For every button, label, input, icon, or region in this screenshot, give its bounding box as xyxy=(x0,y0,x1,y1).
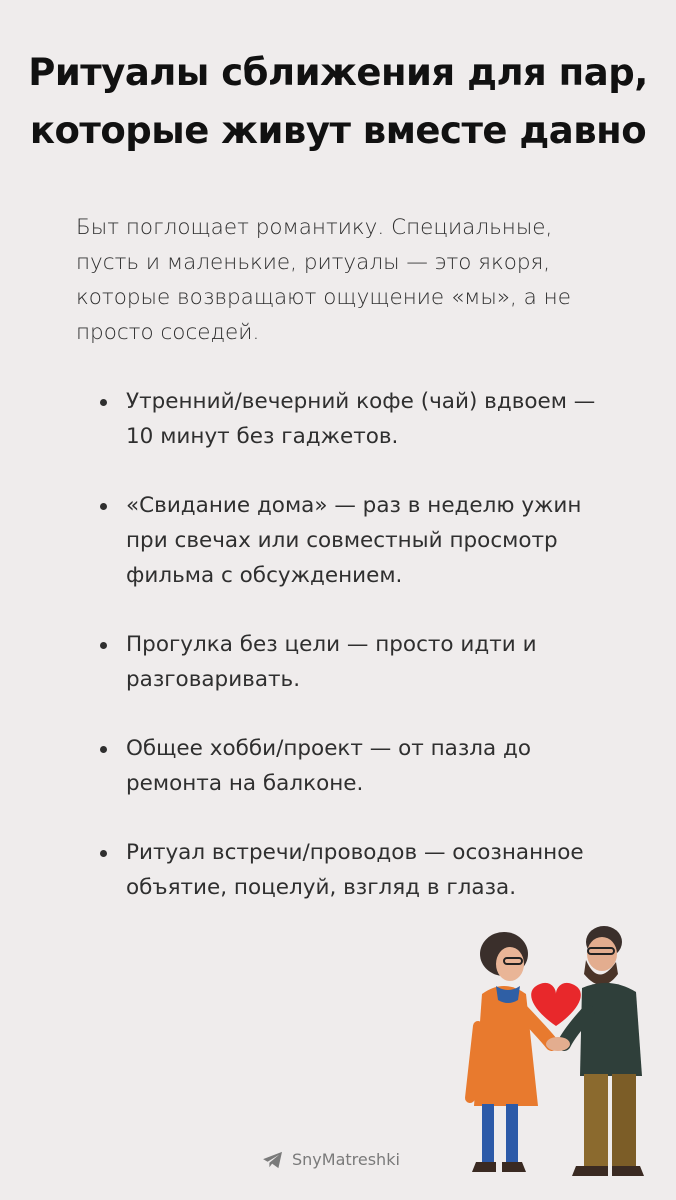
bullet-icon xyxy=(100,503,107,510)
title-line-2: которые живут вместе давно xyxy=(29,109,647,152)
list-item-text: Прогулка без цели — просто идти и разговаривать. xyxy=(126,632,537,692)
bullet-icon xyxy=(100,399,107,406)
man-figure xyxy=(564,926,644,1176)
list-item xyxy=(76,488,596,593)
bullet-icon xyxy=(100,746,107,753)
list-item xyxy=(76,384,596,454)
brand-name: SnyMatreshki xyxy=(292,1150,400,1169)
telegram-icon xyxy=(262,1151,284,1169)
title-line-1: Ритуалы сближения для пар, xyxy=(28,51,648,94)
page-title xyxy=(0,44,676,160)
list-item-text: Ритуал встречи/проводов — осознанное объятие, поцелуй, взгляд в глаза. xyxy=(126,840,584,900)
couple-illustration xyxy=(452,916,672,1196)
list-item-text: «Свидание дома» — раз в неделю ужин при свечах или совместный просмотр фильма с обсуждением. xyxy=(126,493,582,588)
bullet-icon xyxy=(100,850,107,857)
list-item-text: Утренний/вечерний кофе (чай) вдвоем — 10 минут без гаджетов. xyxy=(126,389,596,449)
list-item xyxy=(76,731,596,801)
list-item xyxy=(76,835,596,905)
intro-paragraph: Быт поглощает романтику. Специальные, пусть и маленькие, ритуалы — это якоря, которые возвращают ощущение «мы», а не просто соседей. xyxy=(76,215,571,345)
list-item xyxy=(76,627,596,697)
woman-figure xyxy=(470,932,552,1172)
brand-signature[interactable] xyxy=(262,1150,400,1169)
rituals-list xyxy=(76,384,596,939)
list-item-text: Общее хобби/проект — от пазла до ремонта на балконе. xyxy=(126,736,532,796)
bullet-icon xyxy=(100,642,107,649)
